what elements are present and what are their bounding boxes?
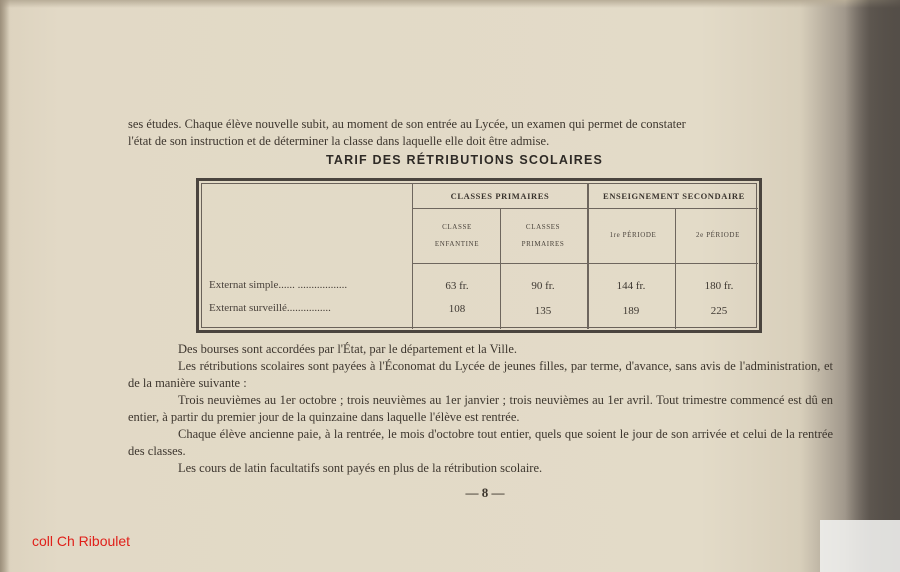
header-enseignement-secondaire: ENSEIGNEMENT SECONDAIRE [603,191,745,201]
cell-surveille-2e: 225 [710,305,728,317]
body-text [128,341,833,477]
paragraph-bourses: Des bourses sont accordées par l'État, par le département et la Ville. [178,342,517,356]
collection-credit: coll Ch Riboulet [32,533,131,549]
page-number: — 8 — [465,485,505,500]
cell-simple-enfantine: 63 fr. [445,280,469,292]
cell-surveille-1re: 189 [622,305,640,317]
page-left-edge [0,0,10,572]
header-2e-periode: 2e PÉRIODE [696,231,740,239]
paragraph-ancienne: Chaque élève ancienne paie, à la rentrée, le mois d'octobre tout entier, quels que soient le jour de son arrivée et celui de la rentrée des classes. [128,427,833,458]
row-divider [413,263,758,264]
col-divider [675,209,676,329]
intro-paragraph [128,116,833,150]
page-top-edge [0,0,900,8]
row-label-externat-simple: Externat simple...... .................. [209,279,348,291]
intro-line-1: ses études. Chaque élève nouvelle subit, au moment de son entrée au Lycée, un examen qui permet de constater [128,117,686,131]
table-title: TARIF DES RÉTRIBUTIONS SCOLAIRES [326,153,604,167]
paragraph-latin: Les cours de latin facultatifs sont payés en plus de la rétribution scolaire. [178,461,543,475]
intro-line-2: l'état de son instruction et de déterminer la classe dans laquelle elle doit être admise. [128,134,550,148]
paragraph-neuviemes: Trois neuvièmes au 1er octobre ; trois neuvièmes au 1er janvier ; trois neuvièmes au 1er avril. Tout trimestre commencé est dû en entier, à partir du premier jour de la quinzaine dans laquelle l'élève est rentrée. [128,393,833,424]
binding-shadow [845,0,900,572]
header-classes-primaires: CLASSES PRIMAIRES [450,191,550,201]
col-divider [587,183,589,329]
header-classe-enfantine: CLASSE ENFANTINE [434,223,480,248]
header-classes-primaires-col: CLASSES PRIMAIRES [521,223,565,248]
row-divider [413,208,758,209]
row-label-externat-surveille: Externat surveillé................ [209,302,331,314]
header-1re-periode: 1re PÉRIODE [609,231,657,239]
paragraph-retributions: Les rétributions scolaires sont payées à l'Économat du Lycée de jeunes filles, par terme, d'avance, sans avis de l'administration, et de la manière suivante : [128,359,833,390]
scan-corner [820,520,900,572]
cell-simple-primaires: 90 fr. [531,280,555,292]
col-divider [500,209,501,329]
col-divider [412,183,413,329]
cell-surveille-primaires: 135 [534,305,552,317]
cell-simple-2e: 180 fr. [704,280,734,292]
cell-simple-1re: 144 fr. [616,280,646,292]
tarif-table [196,178,762,333]
cell-surveille-enfantine: 108 [448,303,466,315]
